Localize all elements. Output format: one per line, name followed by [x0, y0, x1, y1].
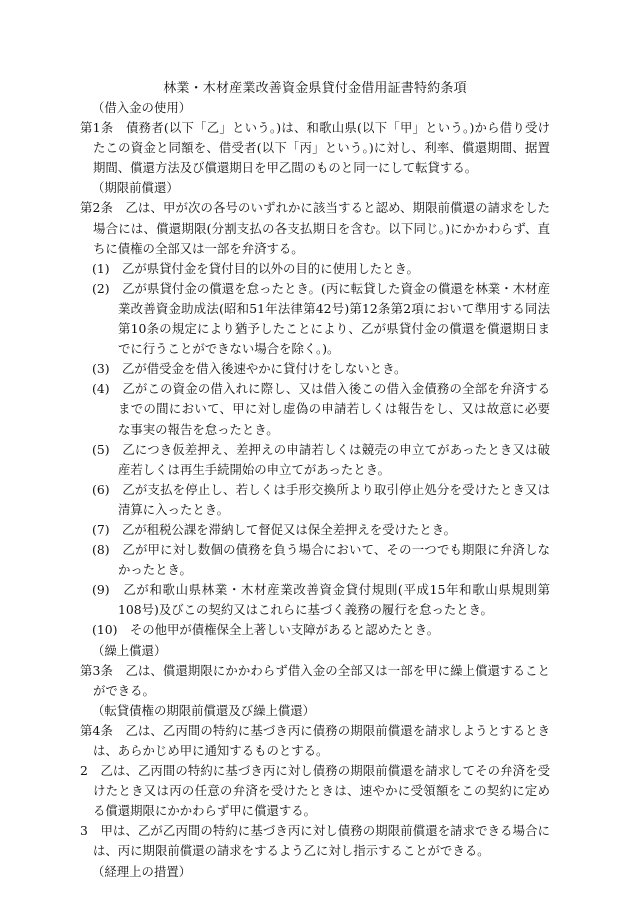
item-number: (5): [92, 441, 110, 457]
article-2-text: 乙は、甲が次の各号のいずれかに該当すると認め、期限前償還の請求をした場合には、償還期限(分割支払の各支払期日を含む。以下同じ。)にかかわらず、直ちに債権の全部又は一部を弁済する。: [93, 200, 550, 256]
item-number: (1): [92, 260, 110, 276]
article-5-caption: （経理上の措置）: [92, 863, 192, 879]
item-text: 乙が租税公課を滞納して督促又は保全差押えを受けたとき。: [109, 521, 457, 537]
document-body: [80, 98, 550, 882]
article-2-item-4: [80, 379, 550, 439]
article-1-caption: （借入金の使用）: [92, 100, 192, 115]
article-4-text: 乙は、乙丙間の特約に基づき丙に債務の期限前償還を請求しようとするときは、あらかじめ甲に通知するものとする。: [93, 722, 550, 758]
article-1-label: 第1条: [80, 120, 114, 136]
article-1-text: 債務者(以下「乙」という。)は、和歌山県(以下「甲」という。)から借り受けたこの資金と同額を、借受者(以下「丙」という。)に対し、利率、償還期間、据置期間、償還方法及び償還期日を甲乙間のものと同一にして転貸する。: [93, 120, 551, 176]
item-number: (8): [92, 542, 110, 558]
article-4: [80, 721, 550, 761]
article-2-label: 第2条: [80, 200, 114, 216]
paragraph-text: 甲は、乙が乙丙間の特約に基づき丙に対し債務の期限前償還を請求できる場合には、丙に期限前償還の請求をするよう乙に対し指示することができる。: [87, 823, 550, 859]
paragraph-number: 2: [80, 763, 88, 779]
article-2-item-1: [80, 259, 550, 279]
item-number: (4): [92, 381, 110, 397]
article-2: [80, 198, 550, 258]
article-2-item-8: [80, 540, 550, 580]
article-4-paragraph-3: [80, 821, 550, 861]
article-3: [80, 661, 550, 701]
article-2-item-10: [80, 620, 550, 640]
item-text: 乙がこの資金の借入れに際し、又は借入後この借入金債務の全部を弁済するまでの間において、甲に対し虚偽の申請若しくは報告をし、又は故意に必要な事実の報告を怠ったとき。: [109, 381, 550, 437]
item-number: (9): [92, 582, 110, 598]
article-1: [80, 118, 550, 178]
item-text: 乙が和歌山県林業・木材産業改善資金貸付規則(平成15年和歌山県規則第108号)及びこの契約又はこれらに基づく義務の履行を怠ったとき。: [109, 582, 550, 618]
article-3-text: 乙は、償還期限にかかわらず借入金の全部又は一部を甲に繰上償還することができる。: [93, 662, 550, 698]
article-2-item-3: [80, 359, 550, 379]
item-text: 乙が県貸付金を貸付目的以外の目的に使用したとき。: [109, 260, 419, 276]
item-text: 乙が県貸付金の償還を怠ったとき。(丙に転貸した資金の償還を林業・木材産業改善資金助成法(昭和51年法律第42号)第12条第2項において準用する同法第10条の規定により猶予したことにより、乙が県貸付金の償還を償還期日までに行うことができない場合を除く。)。: [109, 280, 550, 357]
paragraph-number: 3: [80, 823, 88, 839]
article-2-item-6: [80, 480, 550, 520]
item-number: (10): [92, 622, 118, 638]
item-text: 乙が支払を停止し、若しくは手形交換所より取引停止処分を受けたとき又は清算に入ったとき。: [109, 481, 550, 517]
article-2-item-5: [80, 440, 550, 480]
article-3-label: 第3条: [80, 662, 113, 678]
item-text: その他甲が債権保全上著しい支障があると認めたとき。: [117, 622, 440, 638]
article-4-label: 第4条: [80, 722, 113, 738]
article-2-item-2: [80, 279, 550, 359]
article-2-caption: （期限前償還）: [92, 180, 179, 196]
article-2-item-9: [80, 580, 550, 620]
item-text: 乙につき仮差押え、差押えの申請若しくは競売の申立てがあったとき又は破産若しくは再生手続開始の申立てがあったとき。: [109, 441, 550, 477]
item-text: 乙が借受金を借入後速やかに貸付けをしないとき。: [109, 361, 407, 377]
item-number: (2): [92, 280, 110, 296]
article-2-item-7: [80, 520, 550, 540]
paragraph-text: 乙は、乙丙間の特約に基づき丙に対し債務の期限前償還を請求してその弁済を受けたとき又は丙の任意の弁済を受けたときは、速やかに受領額をこの契約に定める償還期限にかかわらず甲に償還する。: [87, 763, 550, 819]
item-text: 乙が甲に対し数個の債務を負う場合において、その一つでも期限に弁済しなかったとき。: [109, 542, 550, 578]
article-4-paragraph-2: [80, 761, 550, 821]
item-number: (3): [92, 361, 110, 377]
item-number: (6): [92, 481, 110, 497]
item-number: (7): [92, 521, 110, 537]
article-4-caption: （転貸債権の期限前償還及び繰上償還）: [92, 702, 316, 718]
article-3-caption: （繰上償還）: [92, 642, 167, 658]
document-title: 林業・木材産業改善資金県貸付金借用証書特約条項: [163, 81, 467, 96]
